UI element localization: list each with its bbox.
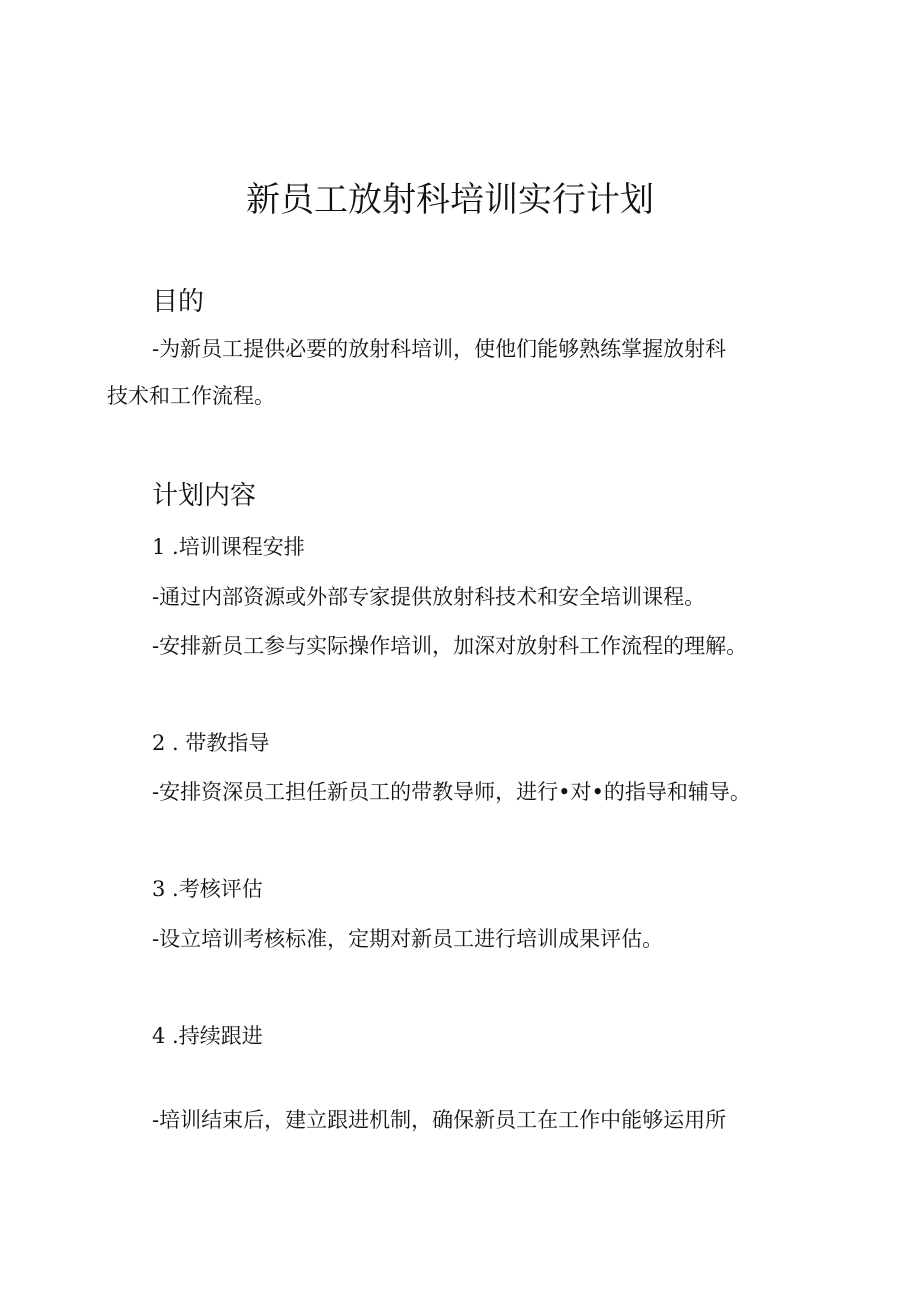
section-heading-plan-content: 计划内容	[152, 481, 257, 511]
plan-item-label-2: 2 . 带教指导	[152, 731, 270, 755]
plan-item-1-line-1: -通过内部资源或外部专家提供放射科技术和安全培训课程。	[152, 585, 706, 609]
purpose-paragraph-line-1: -为新员工提供必要的放射科培训，使他们能够熟练掌握放射科	[152, 337, 727, 361]
purpose-paragraph-line-2: 技术和工作流程。	[107, 384, 275, 408]
document-title: 新员工放射科培训实行计划	[246, 180, 654, 220]
plan-item-2-line-1: -安排资深员工担任新员工的带教导师，进行•对•的指导和辅导。	[152, 780, 751, 804]
plan-item-3-line-1: -设立培训考核标准，定期对新员工进行培训成果评估。	[152, 927, 664, 951]
plan-item-4-line-1: -培训结束后，建立跟进机制，确保新员工在工作中能够运用所	[152, 1108, 727, 1132]
plan-item-label-1: 1 .培训课程安排	[152, 535, 305, 559]
plan-item-1-line-2: -安排新员工参与实际操作培训，加深对放射科工作流程的理解。	[152, 634, 748, 658]
plan-item-label-4: 4 .持续跟进	[152, 1024, 263, 1048]
plan-item-label-3: 3 .考核评估	[152, 877, 263, 901]
section-heading-purpose: 目的	[152, 287, 205, 317]
